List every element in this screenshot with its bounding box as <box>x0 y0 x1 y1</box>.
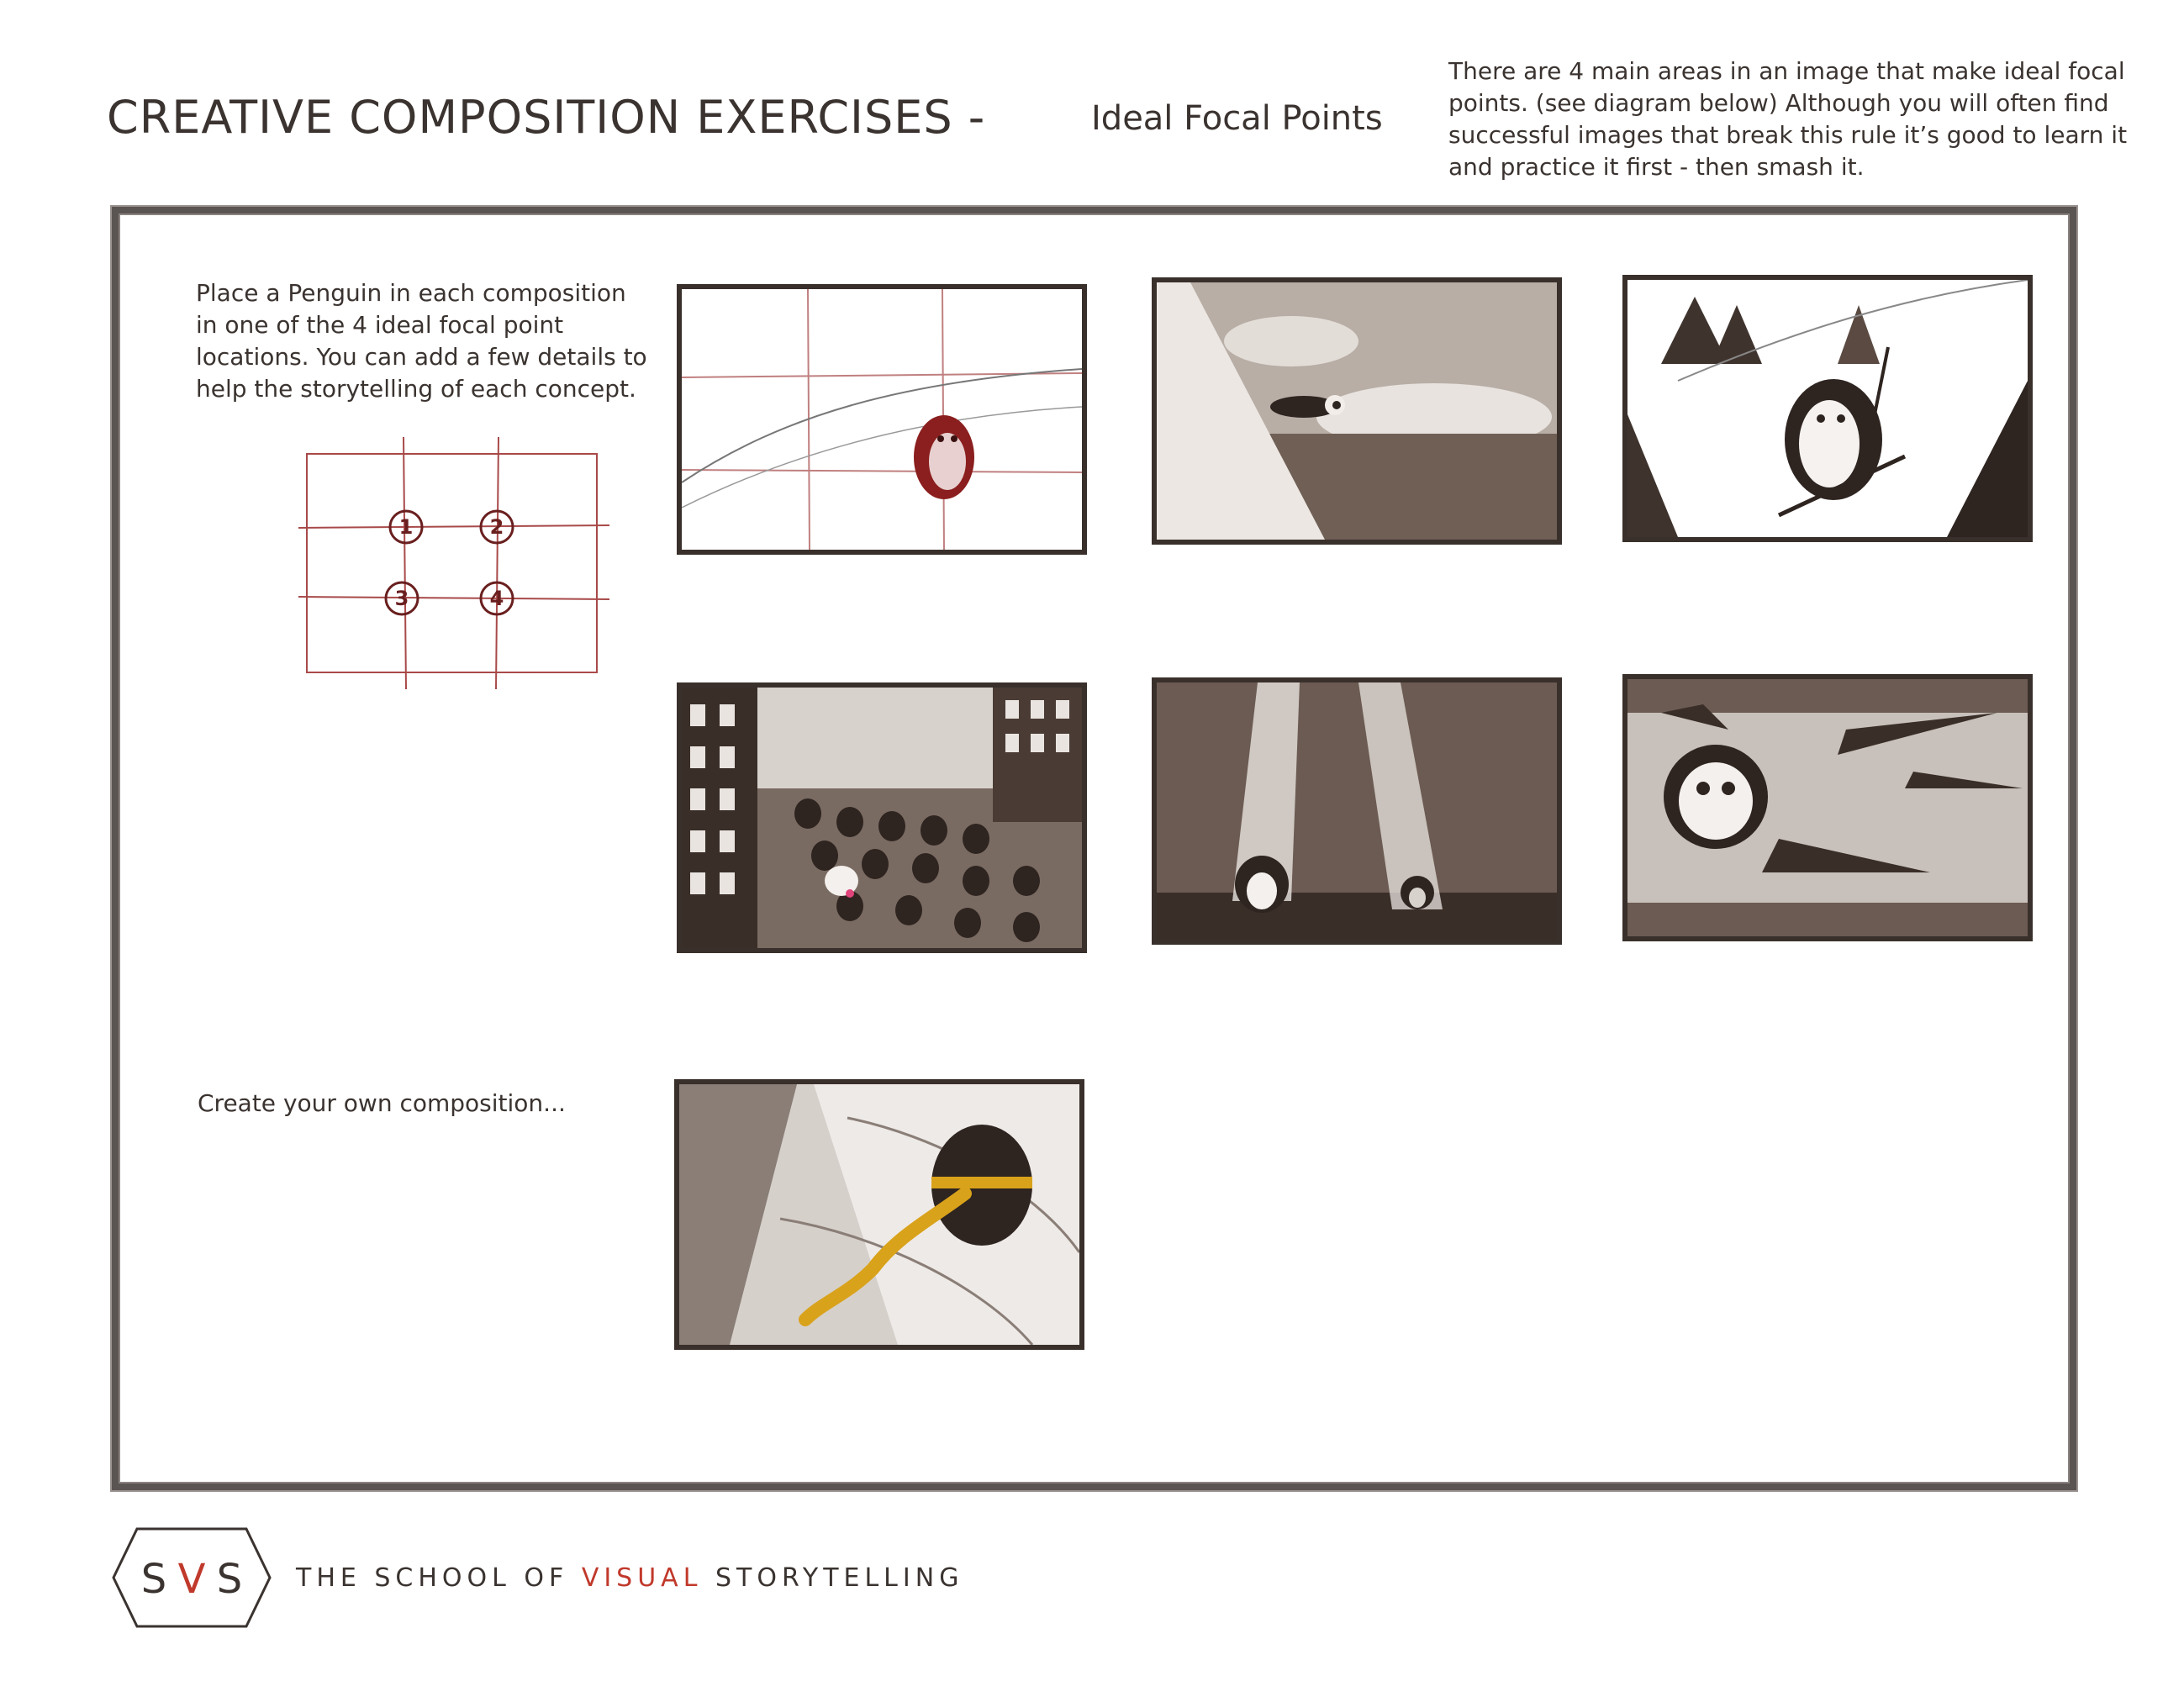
intro-text: There are 4 main areas in an image that make ideal focal points. (see diagram below) Although you will often find successful images that break this rule it’s good to learn it and practice it first - then smash it. <box>1448 57 2128 181</box>
school-name-suffix: STORYTELLING <box>702 1563 964 1593</box>
skiing-penguin-panel <box>1622 275 2033 542</box>
focal-point-3-label: 3 <box>394 587 409 610</box>
penguin-icon <box>1401 876 1434 909</box>
spotlight-penguin-panel <box>1152 677 1562 945</box>
flying-penguin-panel <box>1152 277 1562 545</box>
logo-letter-s1: S <box>140 1556 167 1603</box>
grid-penguin-panel <box>677 284 1087 555</box>
school-name <box>296 1563 963 1593</box>
penguin-icon <box>914 415 974 499</box>
page-title: CREATIVE COMPOSITION EXERCISES - <box>107 91 986 144</box>
arrows-penguin-panel <box>1622 674 2033 941</box>
school-name-accent: VISUAL <box>581 1563 703 1593</box>
scarf-penguin-panel <box>674 1079 1084 1350</box>
focal-point-2-label: 2 <box>489 515 504 539</box>
focal-point-4-label: 4 <box>489 587 504 610</box>
penguin-icon <box>1785 379 1882 500</box>
penguin-icon <box>1235 856 1289 913</box>
penguin-icon <box>1664 745 1768 849</box>
penguin-crowd-panel <box>677 682 1087 953</box>
penguin-icon <box>931 1125 1032 1246</box>
school-name-prefix: THE SCHOOL OF <box>296 1563 582 1593</box>
instructions-text: Place a Penguin in each composition in one of the 4 ideal focal point locations. You can add a few details to help the storytelling of each concept. <box>196 279 647 403</box>
focal-point-1-label: 1 <box>398 515 414 539</box>
svs-logo <box>112 1526 272 1630</box>
focal-point-diagram <box>298 437 614 689</box>
page-subtitle: Ideal Focal Points <box>1091 99 1383 138</box>
logo-letter-s2: S <box>216 1556 243 1603</box>
logo-letter-v: V <box>177 1556 206 1603</box>
create-own-label: Create your own composition... <box>198 1089 566 1117</box>
